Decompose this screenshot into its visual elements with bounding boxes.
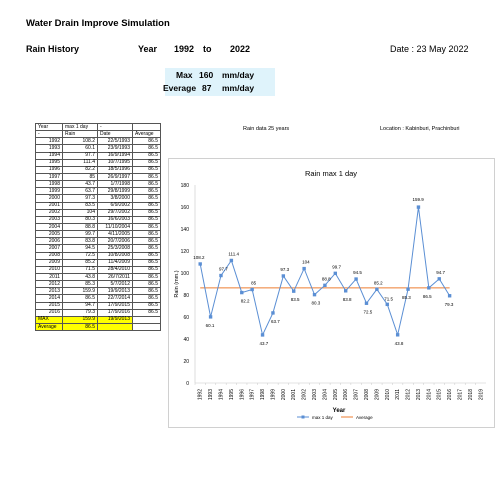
table-cell: 17/9/2015 <box>98 302 133 309</box>
data-point <box>271 311 274 314</box>
y-tick-label: 100 <box>180 270 189 277</box>
table-cell: 86.5 <box>133 238 161 245</box>
table-cell: 2004 <box>36 223 63 230</box>
data-point <box>386 303 389 306</box>
data-point <box>302 267 305 270</box>
average-unit: mm/day <box>222 83 255 93</box>
table-row <box>36 295 161 302</box>
x-tick-label: 1997 <box>249 389 256 401</box>
table-cell: 94.5 <box>63 245 98 252</box>
data-label: 43.7 <box>259 340 269 346</box>
table-cell: 4/11/2005 <box>98 231 133 238</box>
table-row <box>36 252 161 259</box>
table-cell: 23/9/1993 <box>98 145 133 152</box>
table-cell: 86.5 <box>133 188 161 195</box>
x-tick-label: 2018 <box>467 389 474 401</box>
table-cell: 1992 <box>36 138 63 145</box>
table-row <box>36 166 161 173</box>
table-cell: 22/5/1993 <box>98 138 133 145</box>
data-point <box>375 288 378 291</box>
table-cell: 29/8/1999 <box>98 188 133 195</box>
data-point <box>219 274 222 277</box>
data-point <box>417 205 420 208</box>
table-cell: 2016 <box>36 309 63 316</box>
data-label: 104 <box>302 259 310 265</box>
table-cell: 86.5 <box>133 245 161 252</box>
x-tick-label: 2019 <box>478 389 485 401</box>
x-tick-label: 1998 <box>260 389 267 401</box>
data-point <box>365 302 368 305</box>
data-point <box>250 288 253 291</box>
data-point <box>198 262 201 265</box>
table-cell: 16/9/1994 <box>98 152 133 159</box>
x-tick-label: 2008 <box>363 389 370 401</box>
x-tick-label: 1993 <box>208 389 215 401</box>
table-cell: 88.8 <box>63 223 98 230</box>
table-cell: 86.5 <box>63 295 98 302</box>
data-label: 86.5 <box>422 293 432 299</box>
x-tick-label: 2014 <box>426 389 433 401</box>
data-point <box>240 291 243 294</box>
table-cell: 86.5 <box>133 152 161 159</box>
max-label: Max <box>176 70 193 80</box>
x-tick-label: 1994 <box>218 389 225 401</box>
table-header-row <box>36 124 161 131</box>
x-tick-label: 2007 <box>353 389 360 401</box>
table-cell: 111.4 <box>63 159 98 166</box>
table-cell: 97.7 <box>63 152 98 159</box>
table-cell: 94.7 <box>63 302 98 309</box>
table-cell: 29/7/2002 <box>98 209 133 216</box>
rain-line-chart <box>169 159 494 427</box>
table-cell: 80.3 <box>63 216 98 223</box>
location-note: Location : Kabinburi, Prachinburi <box>380 126 460 132</box>
table-cell: 86.5 <box>133 202 161 209</box>
data-point <box>344 289 347 292</box>
table-cell: 1996 <box>36 166 63 173</box>
table-cell: 1/7/1998 <box>98 181 133 188</box>
x-tick-label: 2005 <box>332 389 339 401</box>
table-cell: 104 <box>63 209 98 216</box>
table-cell: 83.5 <box>63 202 98 209</box>
y-axis-label: Rain (mm.) <box>174 270 180 298</box>
to-label: to <box>203 44 212 54</box>
data-point <box>313 293 316 296</box>
table-cell: 2013 <box>36 288 63 295</box>
date-text: Date : 23 May 2022 <box>390 44 469 54</box>
section-title: Rain History <box>26 44 80 54</box>
y-tick-label: 20 <box>183 358 189 365</box>
table-cell: 43.8 <box>63 273 98 280</box>
table-cell <box>133 124 161 131</box>
table-row <box>36 188 161 195</box>
table-row <box>36 288 161 295</box>
table-cell: 86.5 <box>133 145 161 152</box>
table-row <box>36 181 161 188</box>
rain-history-table <box>35 123 161 331</box>
table-cell: 2006 <box>36 238 63 245</box>
table-row <box>36 202 161 209</box>
data-point <box>406 287 409 290</box>
data-point <box>209 315 212 318</box>
table-cell: 86.5 <box>133 252 161 259</box>
table-cell: Average <box>36 323 63 330</box>
rain-data-note: Rain data 25 years <box>243 126 290 132</box>
table-row <box>36 273 161 280</box>
x-tick-label: 2009 <box>374 389 381 401</box>
data-point <box>334 272 337 275</box>
table-cell: 18/5/1996 <box>98 166 133 173</box>
table-cell: 2001 <box>36 202 63 209</box>
table-cell: 99.7 <box>63 231 98 238</box>
data-label: 97.7 <box>218 266 228 272</box>
table-cell: 2003 <box>36 216 63 223</box>
table-cell <box>133 323 161 330</box>
table-cell: 2000 <box>36 195 63 202</box>
table-row <box>36 159 161 166</box>
data-label: 72.5 <box>363 309 373 315</box>
table-cell: 83.8 <box>63 238 98 245</box>
data-point <box>282 274 285 277</box>
table-cell: 17/9/2016 <box>98 309 133 316</box>
table-cell: 10/8/2008 <box>98 252 133 259</box>
table-cell: 11/4/2009 <box>98 259 133 266</box>
data-point <box>427 286 430 289</box>
table-cell: 2005 <box>36 231 63 238</box>
data-label: 80.3 <box>311 300 321 306</box>
table-cell: 85.3 <box>63 281 98 288</box>
table-cell: 86.5 <box>133 173 161 180</box>
x-tick-label: 2001 <box>291 389 298 401</box>
table-row <box>36 281 161 288</box>
y-tick-label: 80 <box>183 292 189 299</box>
table-cell: 2015 <box>36 302 63 309</box>
table-cell: 19/9/2013 <box>98 316 133 323</box>
x-tick-label: 2006 <box>343 389 350 401</box>
year-start: 1992 <box>174 44 195 54</box>
chart-title: Rain max 1 day <box>304 169 358 178</box>
table-cell: 86.5 <box>133 266 161 273</box>
table-row <box>36 266 161 273</box>
table-cell: - <box>36 131 63 138</box>
data-label: 85 <box>251 280 257 286</box>
table-row <box>36 195 161 202</box>
table-cell: 26/7/2011 <box>98 273 133 280</box>
table-cell: 22/7/2014 <box>98 295 133 302</box>
table-cell: Year <box>36 124 63 131</box>
x-tick-label: 2017 <box>457 389 464 401</box>
x-tick-label: 1995 <box>228 389 235 401</box>
data-point <box>354 277 357 280</box>
table-row <box>36 238 161 245</box>
table-cell: 2012 <box>36 281 63 288</box>
table-cell: 159.9 <box>63 316 98 323</box>
y-tick-label: 160 <box>180 204 189 211</box>
data-label: 88.8 <box>321 276 331 282</box>
x-tick-label: 2000 <box>280 389 287 401</box>
table-cell: 3/8/2000 <box>98 195 133 202</box>
x-tick-label: 2010 <box>384 389 391 401</box>
table-row <box>36 302 161 309</box>
table-cell: 71.5 <box>63 266 98 273</box>
table-cell: 86.5 <box>63 323 98 330</box>
data-point <box>292 289 295 292</box>
table-cell: MAX <box>36 316 63 323</box>
table-cell: 11/10/2004 <box>98 223 133 230</box>
page-title: Water Drain Improve Simulation <box>26 18 170 29</box>
data-label: 159.9 <box>412 197 424 203</box>
table-cell: 86.5 <box>133 288 161 295</box>
table-cell: 86.5 <box>133 209 161 216</box>
max-unit: mm/day <box>222 70 255 80</box>
table-cell: 1993 <box>36 145 63 152</box>
table-cell: Rain <box>63 131 98 138</box>
max-value: 160 <box>199 70 214 80</box>
y-tick-label: 140 <box>180 226 189 233</box>
table-row <box>36 245 161 252</box>
data-label: 94.7 <box>436 269 445 275</box>
table-cell: 85 <box>63 173 98 180</box>
data-label: 99.7 <box>332 264 342 270</box>
legend-marker-series <box>302 416 305 419</box>
y-tick-label: 40 <box>183 336 189 343</box>
table-row <box>36 223 161 230</box>
year-label: Year <box>138 44 158 54</box>
data-point <box>323 284 326 287</box>
table-cell: 86.5 <box>133 159 161 166</box>
data-label: 79.3 <box>444 301 454 307</box>
table-cell: 1994 <box>36 152 63 159</box>
table-cell: 19/9/2013 <box>98 288 133 295</box>
data-label: 108.2 <box>193 254 205 260</box>
data-label: 60.1 <box>205 322 215 328</box>
table-row <box>36 145 161 152</box>
table-cell: 79.3 <box>63 309 98 316</box>
x-tick-label: 2003 <box>312 389 319 401</box>
data-label: 43.8 <box>394 340 404 346</box>
table-header-row <box>36 131 161 138</box>
table-cell: 86.5 <box>133 216 161 223</box>
x-tick-label: 2004 <box>322 389 329 401</box>
data-label: 83.8 <box>342 296 352 302</box>
table-cell: 86.5 <box>133 281 161 288</box>
data-label: 83.5 <box>290 297 300 303</box>
table-cell: 26/9/1997 <box>98 173 133 180</box>
year-end: 2022 <box>230 44 251 54</box>
table-cell: 86.5 <box>133 273 161 280</box>
x-tick-label: 2015 <box>436 389 443 401</box>
table-cell: 159.9 <box>63 288 98 295</box>
legend-label-series: max 1 day <box>312 415 333 420</box>
table-cell: 2010 <box>36 266 63 273</box>
x-tick-label: 2012 <box>405 389 412 401</box>
table-cell: 5/7/2012 <box>98 281 133 288</box>
legend-label-average: Average <box>356 415 373 420</box>
table-cell: 86.5 <box>133 195 161 202</box>
table-cell: 86.5 <box>133 181 161 188</box>
table-row <box>36 173 161 180</box>
table-row <box>36 209 161 216</box>
table-cell: 6/9/2002 <box>98 202 133 209</box>
table-average-row <box>36 323 161 330</box>
data-label: 85.2 <box>373 280 383 286</box>
table-row <box>36 138 161 145</box>
x-tick-label: 2016 <box>447 389 454 401</box>
data-point <box>261 333 264 336</box>
table-cell: 1997 <box>36 173 63 180</box>
table-cell: 85.2 <box>63 259 98 266</box>
y-tick-label: 120 <box>180 248 189 255</box>
average-value: 87 <box>202 83 212 93</box>
table-cell: 2011 <box>36 273 63 280</box>
average-label: Everage <box>163 83 197 93</box>
table-cell: 86.5 <box>133 309 161 316</box>
table-cell: Average <box>133 131 161 138</box>
table-cell: 108.2 <box>63 138 98 145</box>
table-max-row <box>36 316 161 323</box>
data-label: 71.5 <box>384 296 394 302</box>
x-axis-label: Year <box>332 408 346 414</box>
table-row <box>36 152 161 159</box>
x-tick-label: 2002 <box>301 389 308 401</box>
table-cell: 25/3/2008 <box>98 245 133 252</box>
table-row <box>36 216 161 223</box>
x-tick-label: 1992 <box>197 389 204 401</box>
y-tick-label: 180 <box>180 182 189 189</box>
table-cell: 86.5 <box>133 138 161 145</box>
data-label: 94.5 <box>353 270 362 276</box>
table-cell: 63.7 <box>63 188 98 195</box>
x-tick-label: 2013 <box>415 389 422 401</box>
table-cell: 28/4/2010 <box>98 266 133 273</box>
table-cell: 72.5 <box>63 252 98 259</box>
y-tick-label: 0 <box>186 380 189 387</box>
data-point <box>448 294 451 297</box>
table-cell: 86.5 <box>133 231 161 238</box>
table-cell: 2007 <box>36 245 63 252</box>
table-cell: 1995 <box>36 159 63 166</box>
table-cell: 82.2 <box>63 166 98 173</box>
data-label: 111.4 <box>228 251 239 257</box>
table-cell: - <box>98 124 133 131</box>
table-cell: 20/7/2006 <box>98 238 133 245</box>
data-point <box>230 259 233 262</box>
table-cell: 86.5 <box>133 223 161 230</box>
table-cell: 43.7 <box>63 181 98 188</box>
table-cell: 86.5 <box>133 295 161 302</box>
max-1-day-line <box>200 207 449 335</box>
data-label: 63.7 <box>270 318 280 324</box>
x-tick-label: 1996 <box>239 389 246 401</box>
data-point <box>438 277 441 280</box>
data-label: 85.3 <box>402 295 411 301</box>
y-tick-label: 60 <box>183 314 189 321</box>
table-cell: max 1 day <box>63 124 98 131</box>
table-row <box>36 231 161 238</box>
chart-panel <box>168 158 495 428</box>
data-label: 82.2 <box>240 298 250 304</box>
table-cell: 2008 <box>36 252 63 259</box>
table-cell: 2002 <box>36 209 63 216</box>
table-cell: 1998 <box>36 181 63 188</box>
table-cell: 10/7/1995 <box>98 159 133 166</box>
table-cell <box>133 316 161 323</box>
table-cell: 1999 <box>36 188 63 195</box>
table-cell <box>98 323 133 330</box>
table-cell: 86.5 <box>133 302 161 309</box>
table-cell: 97.3 <box>63 195 98 202</box>
table-row <box>36 309 161 316</box>
data-point <box>396 333 399 336</box>
table-cell: 16/6/2003 <box>98 216 133 223</box>
table-cell: 60.1 <box>63 145 98 152</box>
table-cell: 2014 <box>36 295 63 302</box>
table-cell: 86.5 <box>133 259 161 266</box>
data-label: 97.3 <box>280 266 290 272</box>
table-cell: 86.5 <box>133 166 161 173</box>
table-row <box>36 259 161 266</box>
x-tick-label: 1999 <box>270 389 277 401</box>
table-cell: Date <box>98 131 133 138</box>
x-tick-label: 2011 <box>395 389 402 400</box>
table-cell: 2009 <box>36 259 63 266</box>
